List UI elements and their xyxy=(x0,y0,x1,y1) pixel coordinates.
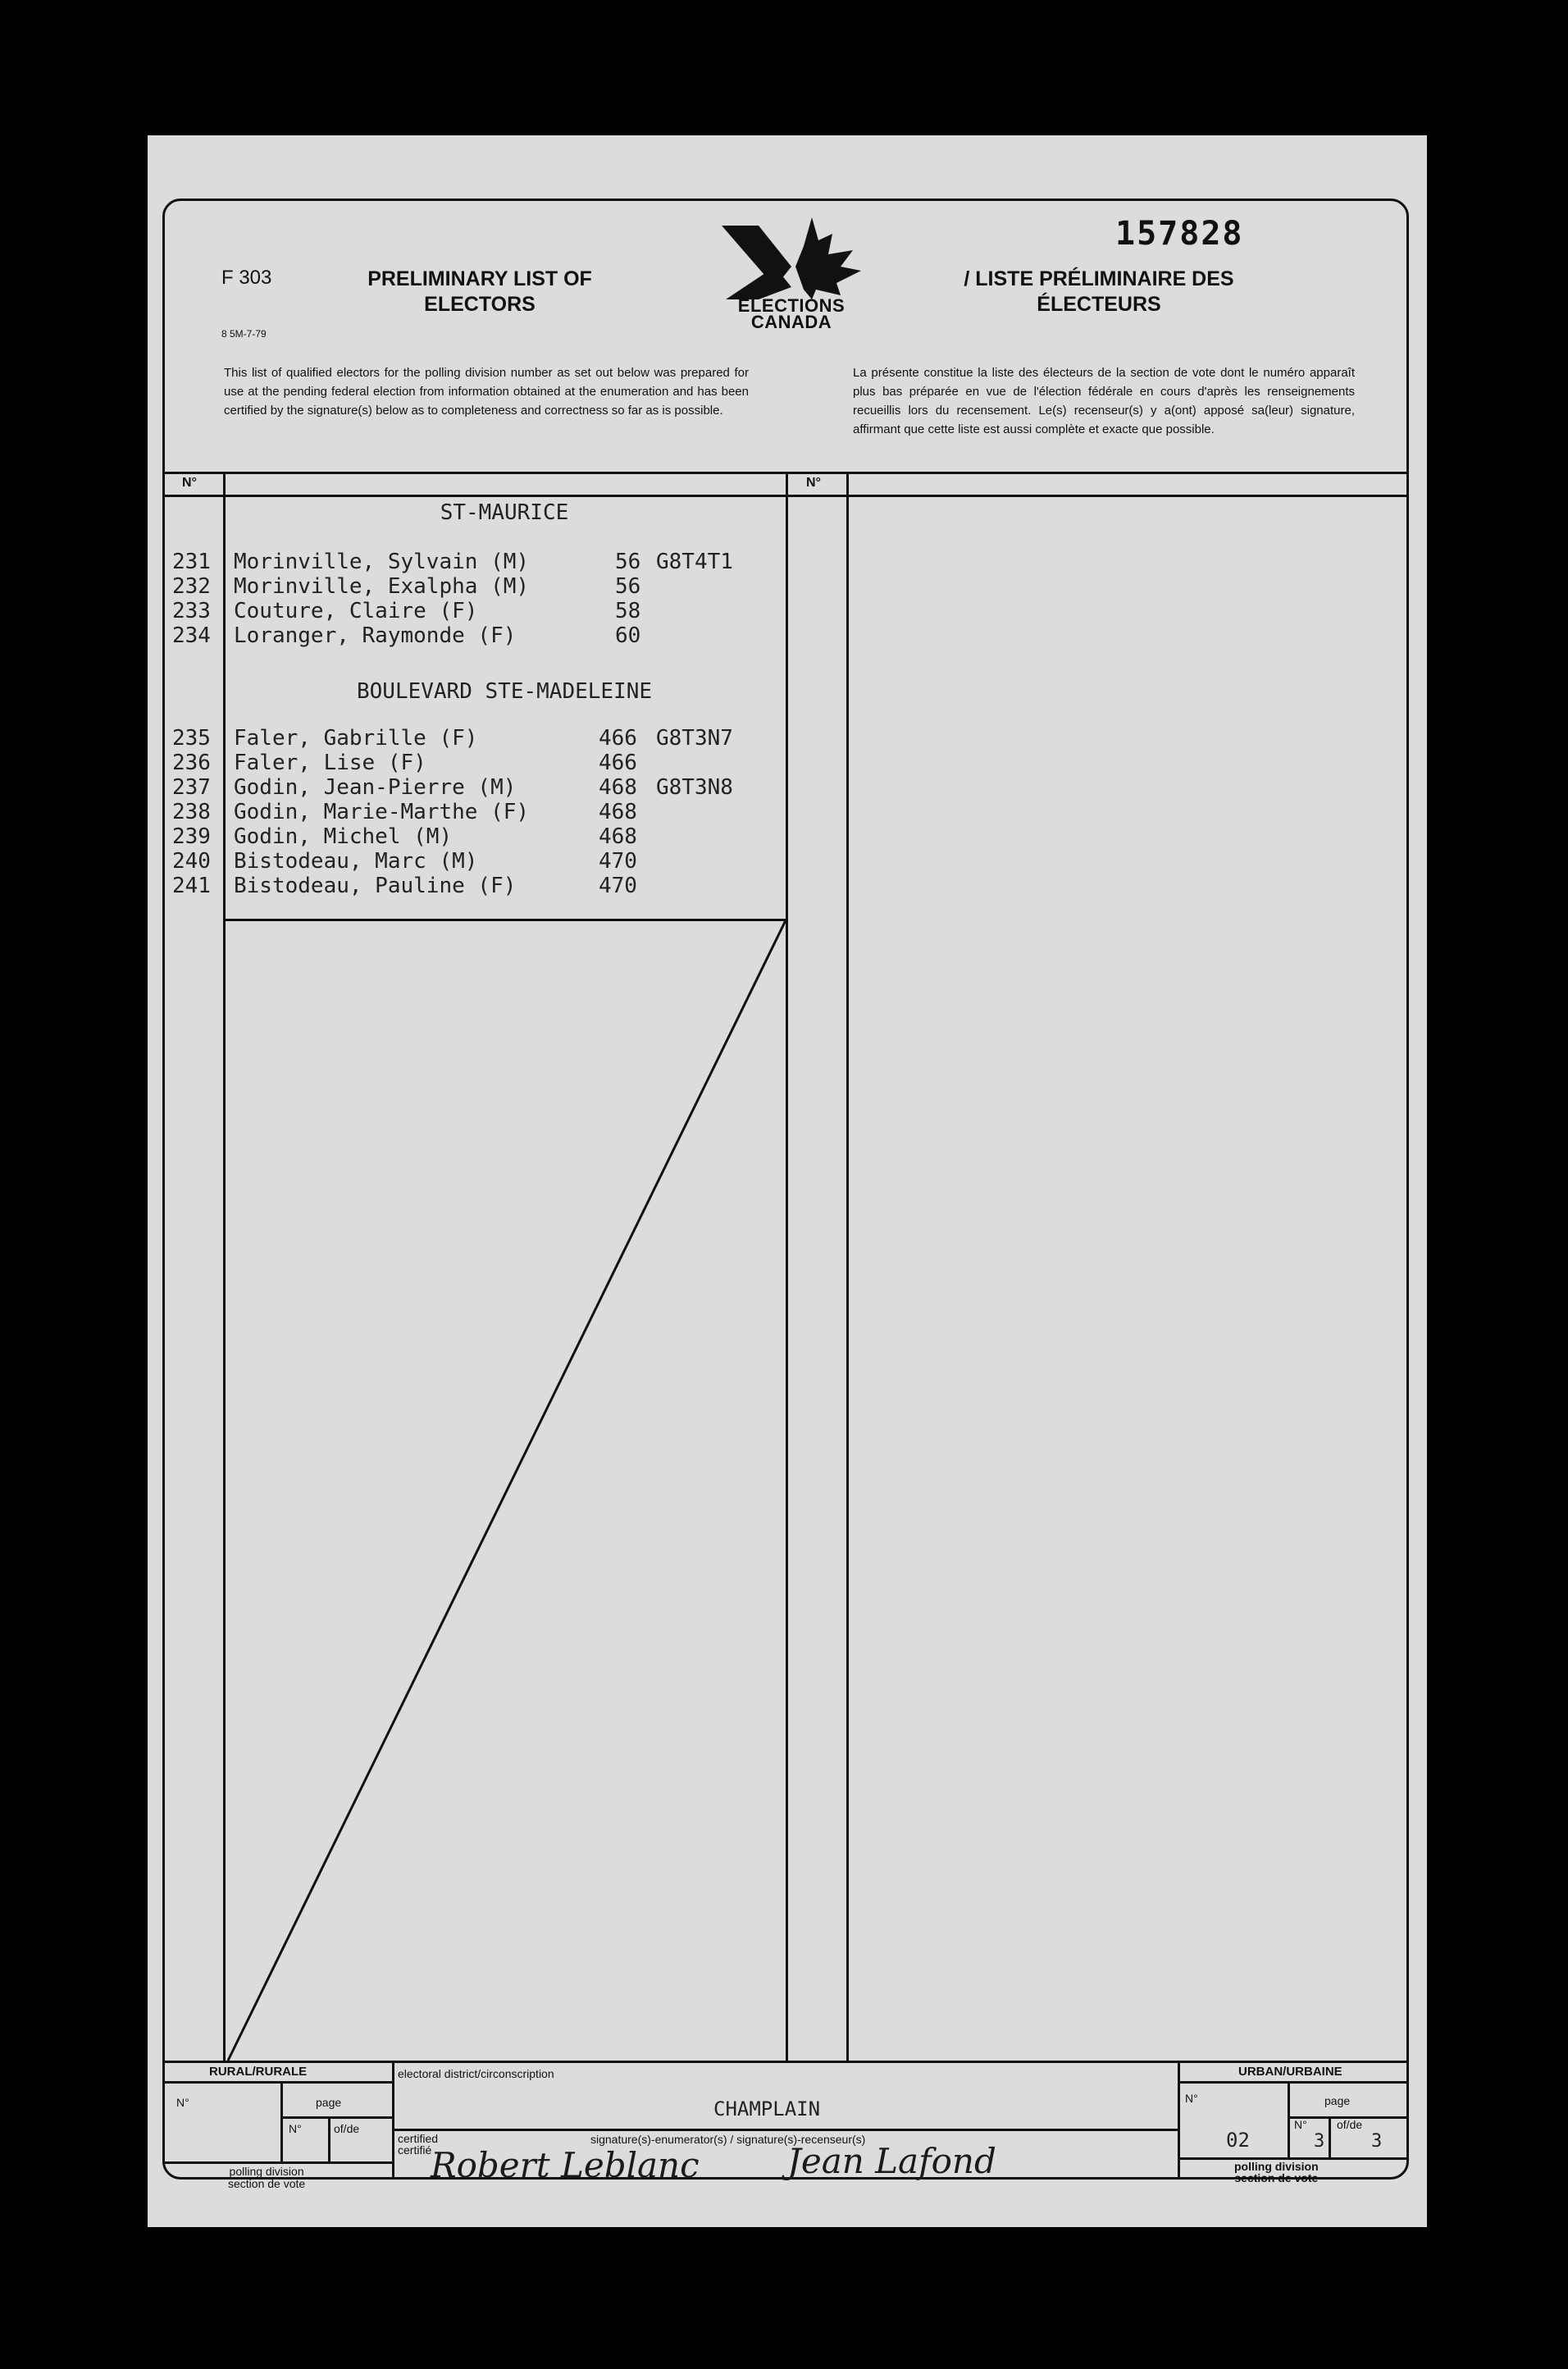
footer-urban-page-divider xyxy=(1329,2116,1331,2157)
signature-enumerator-2: Jean Lafond xyxy=(787,2141,996,2181)
entry-number: 237 xyxy=(172,775,211,800)
entry-civic: 56 xyxy=(615,574,641,599)
entry-civic: 56 xyxy=(615,550,641,574)
entry-number: 238 xyxy=(172,800,211,824)
entry-name: Faler, Lise (F) xyxy=(234,751,426,775)
certified-label-en: certified xyxy=(398,2132,439,2145)
entry-postal: G8T3N8 xyxy=(656,775,733,800)
entry-name: Bistodeau, Pauline (F) xyxy=(234,874,517,898)
rural-no-label: N° xyxy=(176,2096,189,2109)
signature-enumerator-1: Robert Leblanc xyxy=(431,2145,700,2185)
footer-rural-no-divider xyxy=(280,2081,283,2161)
entry-name: Godin, Michel (M) xyxy=(234,824,453,849)
title-french-line1: / LISTE PRÉLIMINAIRE DES xyxy=(964,267,1234,290)
urban-polling-division-fr: section de vote xyxy=(1234,2171,1319,2184)
entry-civic: 468 xyxy=(599,775,637,800)
entry-name: Faler, Gabrille (F) xyxy=(234,726,478,751)
footer-rural-rule xyxy=(162,2081,392,2084)
section-name-st-maurice: ST-MAURICE xyxy=(440,500,569,525)
rural-page-label: page xyxy=(316,2096,342,2109)
urban-no-label: N° xyxy=(1185,2092,1198,2105)
entry-name: Godin, Jean-Pierre (M) xyxy=(234,775,517,800)
urban-label: URBAN/URBAINE xyxy=(1238,2065,1342,2079)
entry-name: Godin, Marie-Marthe (F) xyxy=(234,800,530,824)
title-french-line2: ÉLECTEURS xyxy=(1037,293,1161,316)
rural-polling-division-fr: section de vote xyxy=(228,2177,306,2190)
form-code: F 303 xyxy=(221,267,272,289)
serial-number: 157828 xyxy=(1115,215,1244,253)
title-english-line1: PRELIMINARY LIST OF xyxy=(367,267,592,290)
rural-polling-division-en: polling division xyxy=(229,2165,304,2178)
title-english-line2: ELECTORS xyxy=(424,293,536,316)
entry-civic: 470 xyxy=(599,874,637,898)
rural-page-no-label: N° xyxy=(289,2122,302,2135)
rural-label: RURAL/RURALE xyxy=(209,2065,308,2079)
column-header-no-left: N° xyxy=(182,476,197,490)
entry-civic: 468 xyxy=(599,824,637,849)
urban-page-number: 3 xyxy=(1314,2131,1325,2152)
entry-number: 236 xyxy=(172,751,211,775)
footer-urban-divider xyxy=(1178,2061,1180,2180)
entry-name: Morinville, Sylvain (M) xyxy=(234,550,530,574)
intro-text-french: La présente constitue la liste des électeurs de la section de vote dont le numéro apparaît plus bas préparée en vue de l'élection fédérale en cours d'après les renseignements recueillis lors du recensement. Le(s) recenseur(s) y a(ont) apposé sa(leur) signature, affirmant que cette liste est aussi complète et exacte que possible. xyxy=(853,366,1355,436)
electoral-district-label: electoral district/circonscription xyxy=(398,2067,554,2080)
entry-civic: 468 xyxy=(599,800,637,824)
urban-polling-division-en: polling division xyxy=(1234,2160,1319,2173)
footer-urban-rule xyxy=(1178,2081,1409,2084)
entry-number: 232 xyxy=(172,574,211,599)
column-header-no-right: N° xyxy=(806,476,821,490)
footer-rural-bottom-rule xyxy=(162,2161,392,2164)
entry-name: Couture, Claire (F) xyxy=(234,599,478,623)
footer-rural-page-rule xyxy=(280,2116,392,2119)
entry-number: 239 xyxy=(172,824,211,849)
certified-label-fr: certifié xyxy=(398,2143,432,2157)
entry-name: Morinville, Exalpha (M) xyxy=(234,574,530,599)
electoral-district-value: CHAMPLAIN xyxy=(713,2097,821,2120)
footer-rural-divider xyxy=(392,2061,394,2180)
logo-line1: ELECTIONS xyxy=(737,295,846,316)
entry-number: 241 xyxy=(172,874,211,898)
footer-urban-no-divider xyxy=(1288,2081,1290,2157)
footer-rural-page-divider xyxy=(328,2116,330,2161)
entry-number: 240 xyxy=(172,849,211,874)
urban-of-de-label: of/de xyxy=(1337,2118,1363,2131)
entry-name: Bistodeau, Marc (M) xyxy=(234,849,478,874)
urban-polling-division-label xyxy=(1234,2161,1319,2184)
print-code: 8 5M-7-79 xyxy=(221,328,267,340)
entry-postal: G8T4T1 xyxy=(656,550,733,574)
section-name-boulevard-ste-madeleine: BOULEVARD STE-MADELEINE xyxy=(356,679,653,704)
entry-civic: 466 xyxy=(599,726,637,751)
rural-polling-division-label xyxy=(228,2166,305,2190)
footer-district-rule xyxy=(392,2129,1178,2131)
urban-page-of: 3 xyxy=(1371,2131,1383,2152)
entry-name: Loranger, Raymonde (F) xyxy=(234,623,517,648)
entry-number: 234 xyxy=(172,623,211,648)
rural-of-de-label: of/de xyxy=(334,2122,360,2135)
logo-line2: CANADA xyxy=(750,312,832,332)
entry-civic: 58 xyxy=(615,599,641,623)
urban-polling-division-number: 02 xyxy=(1226,2129,1250,2152)
entry-number: 235 xyxy=(172,726,211,751)
intro-text-english: This list of qualified electors for the polling division number as set out below was prepared for use at the pending federal election from information obtained at the enumeration and has been certified by the signature(s) below as to completeness and correctness so far as is possible. xyxy=(224,366,749,418)
signature-label: signature(s)-enumerator(s) / signature(s)-recenseur(s) xyxy=(590,2133,866,2146)
entry-civic: 466 xyxy=(599,751,637,775)
footer-top-rule xyxy=(162,2061,1409,2063)
entry-civic: 470 xyxy=(599,849,637,874)
entry-postal: G8T3N7 xyxy=(656,726,733,751)
entry-number: 231 xyxy=(172,550,211,574)
urban-page-label: page xyxy=(1324,2094,1351,2107)
entry-number: 233 xyxy=(172,599,211,623)
entry-civic: 60 xyxy=(615,623,641,648)
urban-page-no-label: N° xyxy=(1294,2118,1307,2131)
